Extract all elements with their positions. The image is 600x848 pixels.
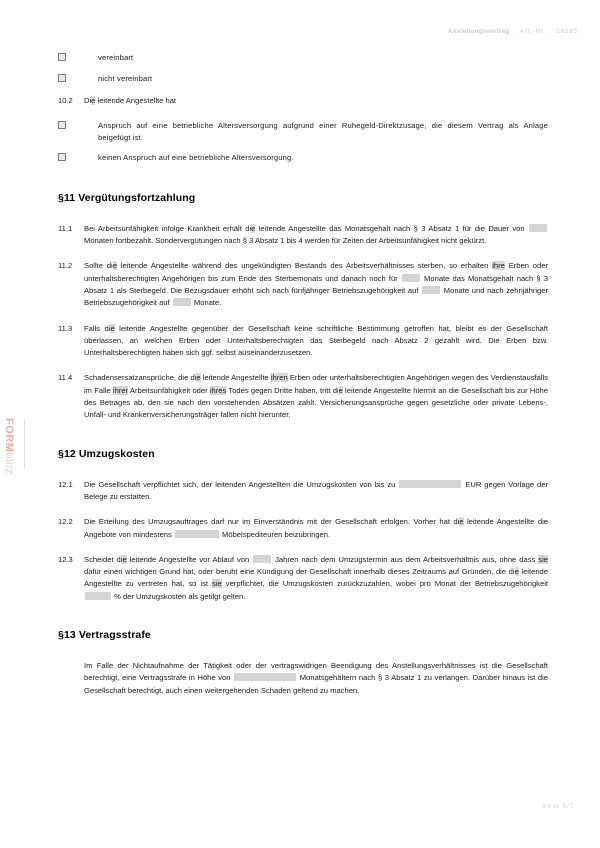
clause-12-1 (58, 479, 548, 504)
clause-text-part: Die Erteilung des Umzugsauftrages darf nur im Einverständnis mit der Gesellschaft erfolgen. Vorher hat di (84, 517, 460, 527)
clause-text-part: verpflichtet, die Umzugskosten zurückzuzahlen, wobei pro Monat der Betriebszugehörigkeit (221, 579, 548, 589)
checkbox-cell (58, 73, 98, 86)
formblitz-watermark (3, 418, 30, 508)
spacer (58, 641, 548, 660)
spacer (58, 247, 548, 260)
gender-highlight: sie (212, 579, 222, 589)
clause-text-part: leitende Angestellte hiermit an die Gesellschaft bis zur Höhe des Betrages ab, den sie nach den vorstehenden Absätzen zahlt. Versicherungsansprüche gegen gesetzliche oder private Lebens-, Unfall- und Krankenversicherungsträger fallen nicht hierunter. (84, 385, 548, 420)
clause-text-part: leitende Angestellte zu vertreten hat, so ist (84, 567, 548, 589)
clause-text-part: Todes gegen Dritte haben, tritt di (226, 385, 339, 395)
clause-text (84, 479, 548, 504)
clause-text-part: Falls di (84, 323, 111, 333)
clause-text-part: leitende Angestellte das Monatsgehalt nach § 3 Absatz 1 für die Dauer von (255, 223, 528, 233)
spacer (58, 503, 548, 516)
clause-11-3 (58, 323, 548, 360)
clause-text-part: dafür einen wichtigen Grund hat, oder beruht eine Kündigung der Gesellschaft innerhalb dieses Zeitraums auf Gründen, die di (84, 567, 515, 577)
clause-number: 12.3 (58, 554, 73, 564)
spacer (58, 204, 548, 223)
header-article-number: 56595 (556, 28, 578, 35)
fill-in-blank[interactable] (422, 286, 440, 294)
spacer (58, 310, 548, 323)
gender-highlight: ihres (209, 385, 227, 395)
clause-text-part: leitende Angestellte vor Ablauf von (126, 554, 253, 564)
gender-highlight: e (459, 517, 464, 527)
clause-text-part: Bei Arbeitsunfähigkeit infolge Krankheit erhält di (84, 223, 252, 233)
watermark-brand-bold: FORM (3, 418, 15, 453)
checkbox-row-nicht-vereinbart[interactable] (58, 73, 548, 86)
spacer (58, 107, 548, 120)
clause-number: 11.3 (58, 323, 73, 333)
clause-number: 11.4 (58, 373, 73, 383)
clause-12-2 (58, 516, 548, 541)
clause-10-2 (58, 95, 548, 107)
clause-text-part: Monate und nach zehnjähriger Betriebszugehörigkeit auf (84, 285, 548, 308)
gender-highlight: sie (538, 554, 548, 564)
clause-11-4 (58, 372, 548, 421)
checkbox-icon[interactable] (58, 74, 66, 82)
clause-text-part: Erben oder unterhaltsberechtigten Angehörigen wegen des Verdienstausfalls im Falle (84, 373, 549, 395)
clause-number: 11.2 (58, 261, 73, 271)
checkbox-row-anspruch-ja[interactable] (58, 120, 548, 145)
clause-text-part: EUR gegen Vorlage der Belege zu erstatten. (84, 479, 548, 501)
gender-highlight: e (338, 385, 343, 395)
gender-highlight: e (196, 373, 201, 383)
clause-text (84, 260, 548, 309)
checkbox-row-anspruch-nein[interactable] (58, 152, 548, 165)
spacer (58, 65, 548, 73)
clause-13-paragraph (58, 660, 548, 697)
spacer (58, 359, 548, 372)
fill-in-blank[interactable] (529, 224, 547, 232)
gender-highlight: e (122, 554, 127, 564)
clause-text-part: Monate. (191, 298, 222, 308)
spacer (58, 422, 548, 448)
gender-highlight: ihren (270, 373, 288, 383)
checkbox-cell (58, 120, 98, 133)
gender-highlight: e (514, 567, 519, 577)
document-header (448, 28, 578, 35)
spacer (58, 166, 548, 192)
spacer (58, 87, 548, 95)
fill-in-blank[interactable] (234, 673, 296, 681)
fill-in-blank[interactable] (402, 274, 420, 282)
spacer (58, 144, 548, 152)
checkbox-label: keinen Anspruch auf eine betriebliche Altersversorgung. (98, 153, 294, 163)
section-heading-11: §11 Vergütungsfortzahlung (58, 191, 196, 204)
gender-highlight: e (112, 261, 117, 271)
checkbox-cell (58, 52, 98, 65)
clause-text (84, 372, 548, 421)
clause-text-part: Di (84, 95, 92, 105)
checkbox-label: Anspruch auf eine betriebliche Altersversorgung aufgrund einer Ruhegeld-Direktzusage, die diesem Vertrag als Anlage beigefügt ist. (98, 120, 548, 143)
section-heading-13: §13 Vertragsstrafe (58, 629, 151, 642)
clause-text-part: leitende Angestellte die Angebote von mindestens (84, 517, 548, 539)
spacer (58, 541, 548, 554)
gender-highlight: ihrer (112, 385, 129, 395)
header-article-label: Art.-Nr. (519, 28, 547, 35)
section-heading-12: §12 Umzugskosten (58, 447, 155, 460)
clause-text-part: Monatsgehältern nach § 3 Absatz 1 zu verlangen. Darüber hinaus ist die Gesellschaft berechtigt, auch einen weitergehenden Schaden geltend zu machen. (84, 673, 548, 695)
clause-text-part: Arbeitsunfähigkeit oder (128, 385, 210, 395)
clause-text-part: Monate das Monatsgehalt nach § 3 Absatz 1 als Sterbegeld. Die Bezugsdauer erhöht sich nach fünfjähriger Betriebszugehörigkeit auf (84, 273, 548, 295)
clause-text-part: leitende Angestellte gegenüber der Gesellschaft keine schriftliche Bestimmung getroffen hat, bleibt es der Gesellschaft überlassen, an welchen Erben oder Unterhaltsberechtigten das Sterbegeld nach Absatz 2 gezahlt wird. Die Erben bzw. Unterhaltsberechtigten haben sich ggf. selbst auseinanderzusetzen. (84, 323, 548, 358)
clause-text-part: Sollte di (84, 261, 113, 271)
clause-text-part: Jahren nach dem Umzugstermin aus dem Arbeitsverhältnis aus, ohne dass (272, 554, 539, 564)
clause-number: 12.2 (58, 517, 73, 527)
clause-text-part: Erben oder unterhaltsberechtigten Angehörigen bis zum Ende des Sterbemonats und danach noch für (84, 261, 548, 283)
clause-text-part: Im Falle der Nichtaufnahme der Tätigkeit oder der vertragswidrigen Beendigung des Anstellungsverhältnisses ist die Gesellschaft berechtigt, eine Vertragsstrafe in Höhe von (84, 661, 548, 683)
clause-text (84, 95, 548, 107)
clause-text-part: Schadensersatzansprüche, die di (84, 373, 197, 383)
watermark-rule (24, 418, 25, 470)
clause-text-part: leitende Angestellte hat (95, 95, 177, 105)
document-content (58, 52, 548, 697)
checkbox-label: vereinbart (98, 53, 134, 62)
spacer (58, 460, 548, 479)
clause-number: 10.2 (58, 95, 73, 105)
clause-text-part: Die Gesellschaft verpflichtet sich, der leitenden Angestellten die Umzugskosten von bis zu (84, 479, 399, 489)
fill-in-blank[interactable] (253, 555, 271, 563)
watermark-brand-light: blitz (3, 452, 15, 475)
clause-11-2 (58, 260, 548, 309)
gender-highlight: e (91, 95, 96, 105)
checkbox-cell (58, 152, 98, 165)
clause-text (84, 554, 548, 603)
fill-in-blank[interactable] (399, 480, 461, 488)
checkbox-row-vereinbart[interactable] (58, 52, 548, 65)
document-footer (542, 804, 574, 810)
clause-text-part: Scheidet di (84, 554, 123, 564)
clause-text-part: Möbelspediteuren beizubringen. (219, 529, 331, 539)
clause-text-part: % der Umzugskosten als getilgt gelten. (112, 591, 246, 601)
clause-number: 11.1 (58, 223, 73, 233)
watermark-text (3, 418, 14, 474)
header-document-title: Anstellungsvertrag (447, 28, 510, 35)
fill-in-blank[interactable] (85, 592, 111, 600)
clause-text-part: Monaten fortbezahlt. Sondervergütungen nach § 3 Absatz 1 bis 4 werden für Zeiten der Arbeitsunfähigkeit nicht gekürzt. (84, 236, 487, 246)
checkbox-icon[interactable] (58, 153, 66, 161)
clause-text (84, 516, 548, 541)
gender-highlight: ihre (492, 261, 505, 271)
clause-text-part: leitende Angestellte (200, 373, 271, 383)
clause-text (84, 223, 548, 248)
clause-text-part: leitende Angestellte während des ungekündigten Bestands des Arbeitsverhältnisses sterben, so erhalten (116, 261, 493, 271)
clause-11-1 (58, 223, 548, 248)
page-number-label: Seite 5/7 (542, 804, 574, 810)
clause-12-3 (58, 554, 548, 603)
checkbox-label: nicht vereinbart (98, 74, 153, 84)
checkbox-icon[interactable] (58, 121, 66, 129)
clause-number: 12.1 (58, 479, 73, 489)
gender-highlight: e (110, 323, 115, 333)
spacer (58, 603, 548, 629)
clause-text (84, 323, 548, 360)
fill-in-blank[interactable] (173, 298, 191, 306)
fill-in-blank[interactable] (175, 530, 219, 538)
checkbox-icon[interactable] (58, 53, 66, 61)
gender-highlight: e (251, 223, 256, 233)
